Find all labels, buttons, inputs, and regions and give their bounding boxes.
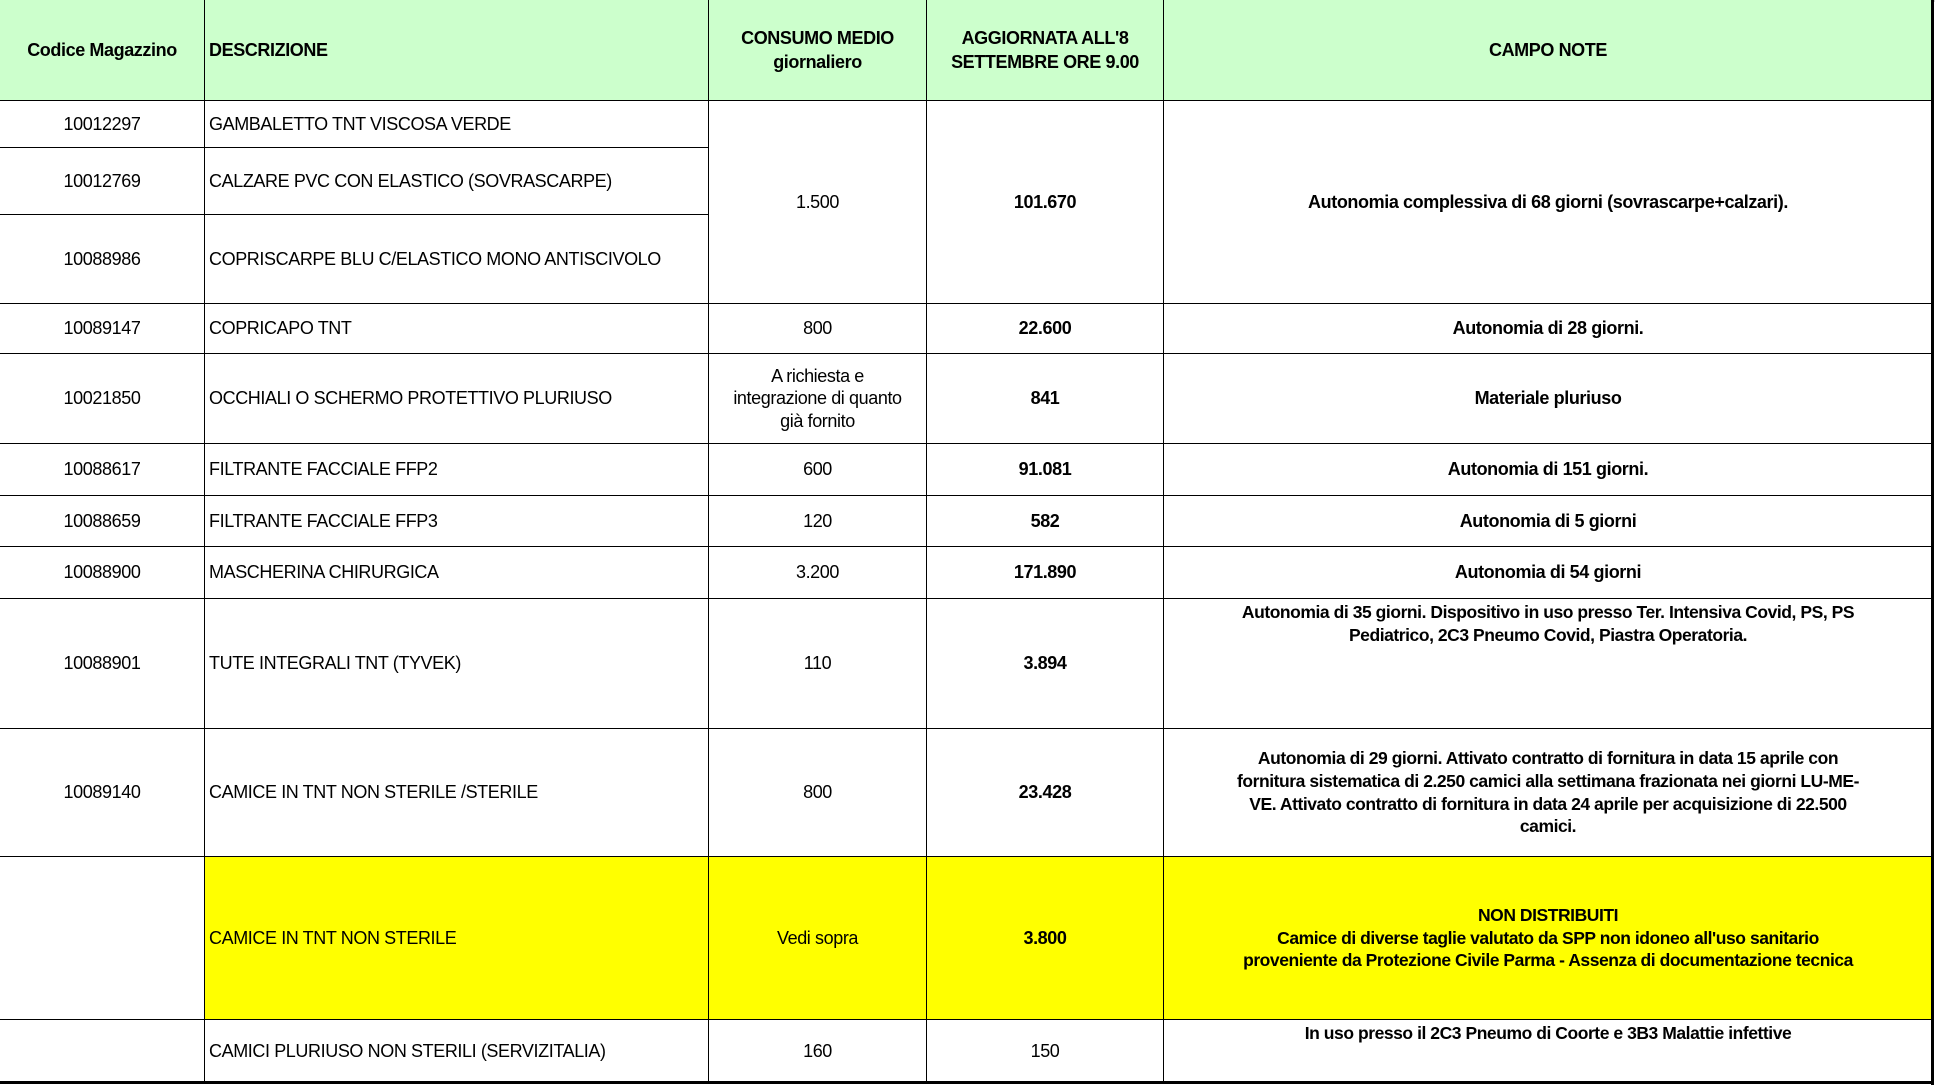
cell-description[interactable] [205, 1020, 709, 1083]
description-text: GAMBALETTO TNT VISCOSA VERDE [209, 113, 511, 134]
cell-stock[interactable] [927, 599, 1164, 729]
description-text: OCCHIALI O SCHERMO PROTETTIVO PLURIUSO [209, 388, 612, 409]
code-text: 10012297 [63, 113, 141, 134]
cell-description-highlighted[interactable] [205, 857, 709, 1020]
notes-line: Autonomia di 35 giorni. Dispositivo in uso presso Ter. Intensiva Covid, PS, PS [1241, 602, 1855, 622]
cell-notes[interactable] [1164, 304, 1933, 354]
notes-line: proveniente da Protezione Civile Parma - Assenza di documentazione tecnica [1243, 950, 1853, 971]
header-notes-label: CAMPO NOTE [1488, 39, 1607, 60]
description-text: CALZARE PVC CON ELASTICO (SOVRASCARPE) [209, 170, 612, 191]
notes-line: Pediatrico, 2C3 Pneumo Covid, Piastra Operatoria. [1348, 624, 1748, 645]
notes-line: NON DISTRIBUITI [1477, 904, 1619, 925]
notes-line: Autonomia di 28 giorni. [1452, 318, 1644, 339]
cell-code[interactable] [0, 729, 205, 857]
consumption-text: 160 [803, 1040, 832, 1061]
consumption-line: integrazione di quanto [733, 388, 902, 409]
header-code[interactable] [0, 0, 205, 101]
stock-text: 171.890 [1013, 562, 1077, 583]
code-text: 10088900 [63, 562, 141, 583]
code-text: 10088659 [63, 510, 141, 531]
header-consumption[interactable] [709, 0, 927, 101]
consumption-text: 3.200 [795, 562, 840, 583]
cell-notes[interactable] [1164, 729, 1933, 857]
consumption-text: 120 [803, 510, 832, 531]
cell-description[interactable] [205, 496, 709, 547]
cell-notes[interactable] [1164, 496, 1933, 547]
description-text: TUTE INTEGRALI TNT (TYVEK) [209, 653, 461, 674]
cell-stock[interactable] [927, 354, 1164, 444]
cell-consumption-highlighted[interactable] [709, 857, 927, 1020]
cell-stock[interactable] [927, 496, 1164, 547]
description-text: CAMICI PLURIUSO NON STERILI (SERVIZITALIA) [209, 1040, 606, 1061]
cell-code[interactable] [0, 547, 205, 599]
code-text: 10088986 [63, 248, 141, 269]
cell-code[interactable] [0, 599, 205, 729]
cell-code[interactable] [0, 101, 205, 148]
stock-text: 22.600 [1018, 318, 1072, 339]
header-consumption-line: CONSUMO MEDIO [741, 27, 894, 48]
code-text: 10088901 [63, 653, 141, 674]
consumption-text: 110 [803, 653, 832, 674]
cell-stock[interactable] [927, 304, 1164, 354]
header-description[interactable] [205, 0, 709, 101]
cell-consumption[interactable] [709, 444, 927, 496]
cell-notes[interactable] [1164, 1020, 1933, 1083]
notes-line: Materiale pluriuso [1474, 388, 1622, 409]
description-text: COPRISCARPE BLU C/ELASTICO MONO ANTISCIVOLO [209, 248, 661, 269]
description-text: COPRICAPO TNT [209, 318, 352, 339]
notes-line: In uso presso il 2C3 Pneumo di Coorte e 3B3 Malattie infettive [1304, 1023, 1792, 1043]
stock-text: 3.894 [1023, 653, 1067, 674]
cell-code-empty[interactable] [0, 1020, 205, 1083]
notes-line: VE. Attivato contratto di fornitura in data 24 aprile per acquisizione di 22.500 [1249, 793, 1847, 814]
code-text: 10089147 [63, 318, 141, 339]
cell-notes[interactable] [1164, 354, 1933, 444]
cell-stock[interactable] [927, 1020, 1164, 1083]
description-text: CAMICE IN TNT NON STERILE [209, 927, 457, 948]
description-text: FILTRANTE FACCIALE FFP3 [209, 510, 438, 531]
header-notes[interactable] [1164, 0, 1933, 101]
table-right-border [1931, 0, 1934, 1085]
description-text: CAMICE IN TNT NON STERILE /STERILE [209, 782, 538, 803]
cell-code[interactable] [0, 354, 205, 444]
notes-line: Camice di diverse taglie valutato da SPP non idoneo all'uso sanitario [1277, 927, 1819, 948]
cell-code[interactable] [0, 215, 205, 304]
cell-notes[interactable] [1164, 599, 1933, 729]
header-stock-line: SETTEMBRE ORE 9.00 [951, 52, 1139, 72]
cell-stock[interactable] [927, 547, 1164, 599]
cell-stock-highlighted[interactable] [927, 857, 1164, 1020]
cell-consumption[interactable] [709, 496, 927, 547]
code-text: 10021850 [63, 388, 141, 409]
notes-line: Autonomia di 151 giorni. [1447, 459, 1649, 480]
cell-consumption[interactable] [709, 547, 927, 599]
consumption-text: Vedi sopra [776, 927, 859, 948]
stock-text: 841 [1030, 388, 1060, 409]
cell-consumption[interactable] [709, 729, 927, 857]
cell-description[interactable] [205, 547, 709, 599]
header-code-label: Codice Magazzino [27, 39, 177, 60]
cell-stock[interactable] [927, 729, 1164, 857]
header-stock-line: AGGIORNATA ALL'8 [961, 27, 1129, 48]
cell-notes[interactable] [1164, 444, 1933, 496]
cell-stock-merged[interactable] [927, 101, 1164, 304]
header-description-label: DESCRIZIONE [209, 39, 328, 60]
header-stock[interactable] [927, 0, 1164, 101]
cell-stock[interactable] [927, 444, 1164, 496]
notes-line: camici. [1519, 816, 1577, 837]
cell-code-empty[interactable] [0, 857, 205, 1020]
notes-text: Autonomia complessiva di 68 giorni (sovrascarpe+calzari). [1308, 191, 1788, 212]
stock-text: 150 [1030, 1040, 1060, 1061]
stock-text: 91.081 [1018, 459, 1072, 480]
cell-consumption[interactable] [709, 354, 927, 444]
table-bottom-border [0, 1081, 1934, 1084]
notes-line: fornitura sistematica di 2.250 camici alla settimana frazionata nei giorni LU-ME- [1237, 770, 1859, 791]
consumption-text: 600 [803, 459, 832, 480]
notes-line: Autonomia di 54 giorni [1454, 562, 1642, 583]
stock-text: 101.670 [1013, 191, 1077, 212]
notes-line: Autonomia di 29 giorni. Attivato contratto di fornitura in data 15 aprile con [1257, 748, 1839, 768]
cell-notes-highlighted[interactable] [1164, 857, 1933, 1020]
cell-description[interactable] [205, 304, 709, 354]
cell-code[interactable] [0, 304, 205, 354]
consumption-line: A richiesta e [771, 365, 864, 386]
cell-code[interactable] [0, 496, 205, 547]
stock-text: 3.800 [1023, 927, 1067, 948]
cell-description[interactable] [205, 101, 709, 148]
consumption-text: 800 [803, 318, 832, 339]
description-text: MASCHERINA CHIRURGICA [209, 562, 439, 583]
cell-consumption[interactable] [709, 1020, 927, 1083]
description-text: FILTRANTE FACCIALE FFP2 [209, 459, 438, 480]
consumption-text: 1.500 [795, 191, 840, 212]
code-text: 10089140 [63, 782, 141, 803]
cell-consumption-merged[interactable] [709, 101, 927, 304]
code-text: 10088617 [63, 459, 141, 480]
code-text: 10012769 [63, 170, 141, 191]
header-consumption-line: giornaliero [773, 52, 862, 72]
cell-notes-merged[interactable] [1164, 101, 1933, 304]
stock-text: 582 [1030, 510, 1060, 531]
cell-description[interactable] [205, 444, 709, 496]
cell-code[interactable] [0, 148, 205, 215]
cell-code[interactable] [0, 444, 205, 496]
cell-consumption[interactable] [709, 304, 927, 354]
cell-description[interactable] [205, 729, 709, 857]
consumption-line: già fornito [780, 410, 855, 431]
cell-description[interactable] [205, 148, 709, 215]
stock-text: 23.428 [1018, 782, 1072, 803]
cell-consumption[interactable] [709, 599, 927, 729]
consumption-text: 800 [803, 782, 832, 803]
cell-description[interactable] [205, 354, 709, 444]
cell-description[interactable] [205, 215, 709, 304]
cell-notes[interactable] [1164, 547, 1933, 599]
notes-line: Autonomia di 5 giorni [1459, 510, 1637, 531]
cell-description[interactable] [205, 599, 709, 729]
